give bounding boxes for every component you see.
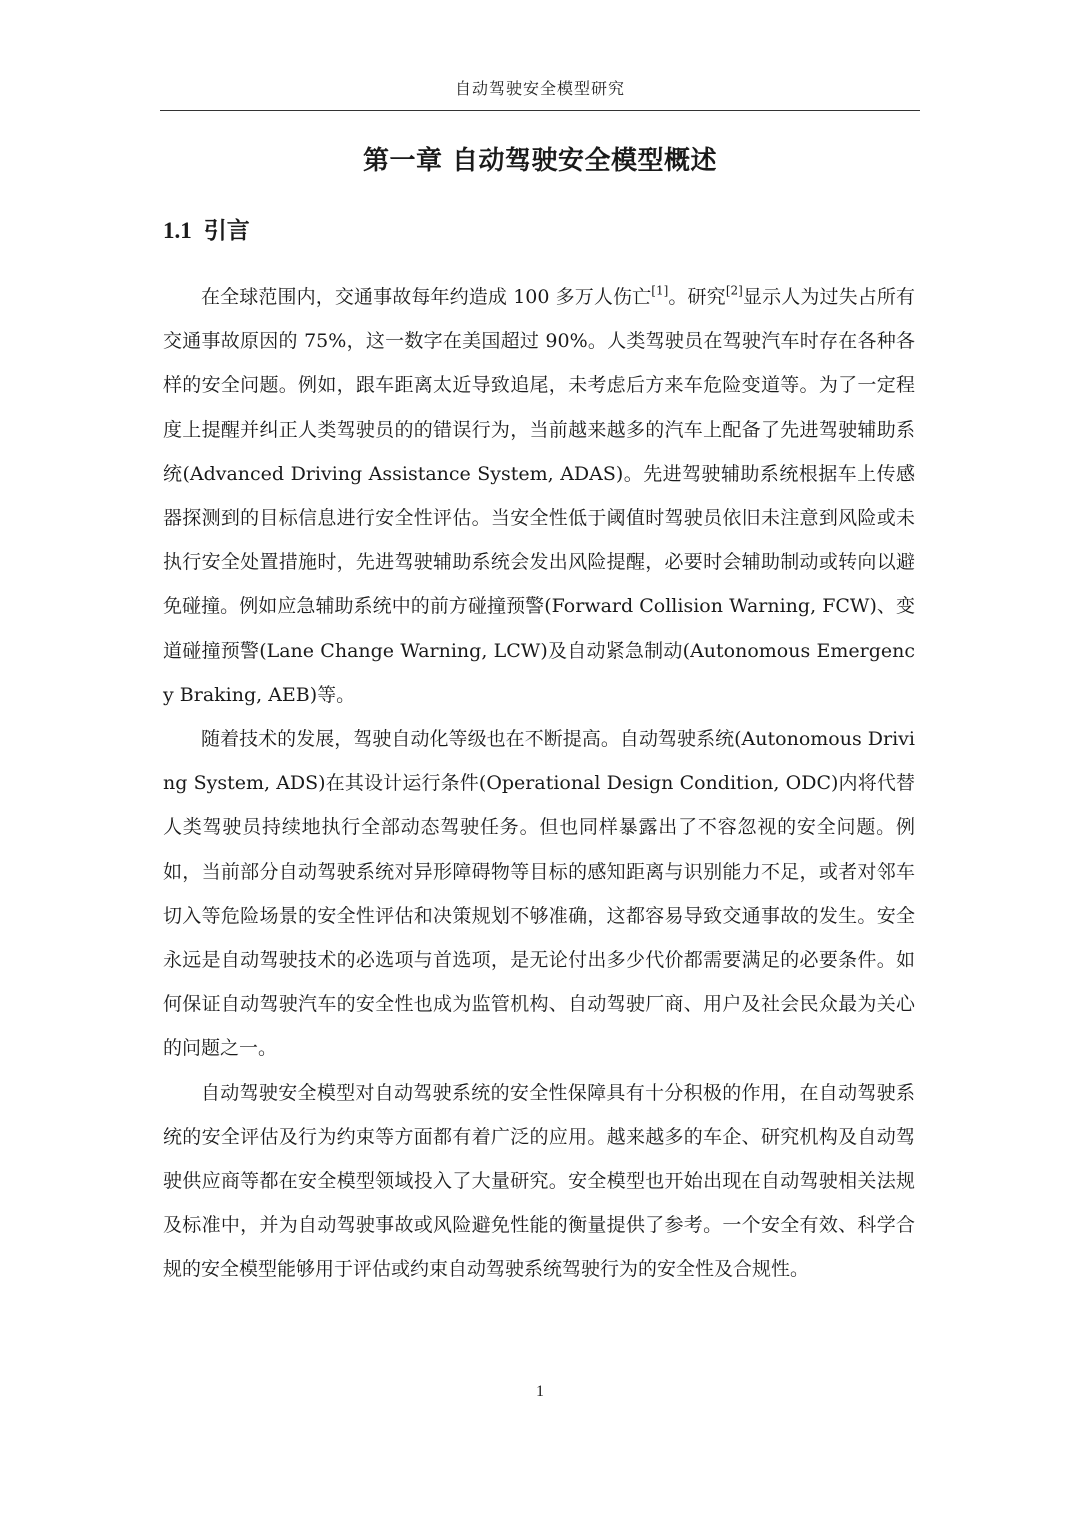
running-header: 自动驾驶安全模型研究 <box>454 79 625 98</box>
section-number: 1.1 <box>163 218 192 243</box>
paragraph-1-part-2: 。研究 <box>668 286 726 308</box>
paragraph-1-part-1: 在全球范围内，交通事故每年约造成 100 多万人伤亡 <box>201 286 652 308</box>
page-number: 1 <box>536 1383 544 1400</box>
header-rule <box>160 110 920 111</box>
citation-2: [2] <box>725 283 743 298</box>
body-text <box>163 275 915 1292</box>
section-title: 引言 <box>203 218 250 244</box>
section-heading <box>163 212 250 245</box>
citation-1: [1] <box>651 283 669 298</box>
paragraph-1 <box>163 275 915 717</box>
paragraph-2: 随着技术的发展，驾驶自动化等级也在不断提高。自动驾驶系统(Autonomous Driving System, ADS)在其设计运行条件(Operational Design Condition, ODC)内将代替人类驾驶员持续地执行全部动态驾驶任务。但也同样暴露出了不容忽视的安全问题。例如，当前部分自动驾驶系统对异形障碍物等目标的感知距离与识别能力不足，或者对邻车切入等危险场景的安全性评估和决策规划不够准确，这都容易导致交通事故的发生。安全永远是自动驾驶技术的必选项与首选项，是无论付出多少代价都需要满足的必要条件。如何保证自动驾驶汽车的安全性也成为监管机构、自动驾驶厂商、用户及社会民众最为关心的问题之一。 <box>163 728 915 1060</box>
paragraph-3: 自动驾驶安全模型对自动驾驶系统的安全性保障具有十分积极的作用，在自动驾驶系统的安全评估及行为约束等方面都有着广泛的应用。越来越多的车企、研究机构及自动驾驶供应商等都在安全模型领域投入了大量研究。安全模型也开始出现在自动驾驶相关法规及标准中，并为自动驾驶事故或风险避免性能的衡量提供了参考。一个安全有效、科学合规的安全模型能够用于评估或约束自动驾驶系统驾驶行为的安全性及合规性。 <box>163 1081 915 1281</box>
paragraph-1-part-3: 显示人为过失占所有交通事故原因的 75%，这一数字在美国超过 90%。人类驾驶员在驾驶汽车时存在各种各样的安全问题。例如，跟车距离太近导致追尾，未考虑后方来车危险变道等。为了一定程度上提醒并纠正人类驾驶员的的错误行为，当前越来越多的汽车上配备了先进驾驶辅助系统(Advanced Driving Assistance System, ADAS)。先进驾驶辅助系统根据车上传感器探测到的目标信息进行安全性评估。当安全性低于阈值时驾驶员依旧未注意到风险或未执行安全处置措施时，先进驾驶辅助系统会发出风险提醒，必要时会辅助制动或转向以避免碰撞。例如应急辅助系统中的前方碰撞预警(Forward Collision Warning, FCW)、变道碰撞预警(Lane Change Warning, LCW)及自动紧急制动(Autonomous Emergency Braking, AEB)等。 <box>163 286 915 706</box>
chapter-title: 第一章 自动驾驶安全模型概述 <box>362 146 718 176</box>
